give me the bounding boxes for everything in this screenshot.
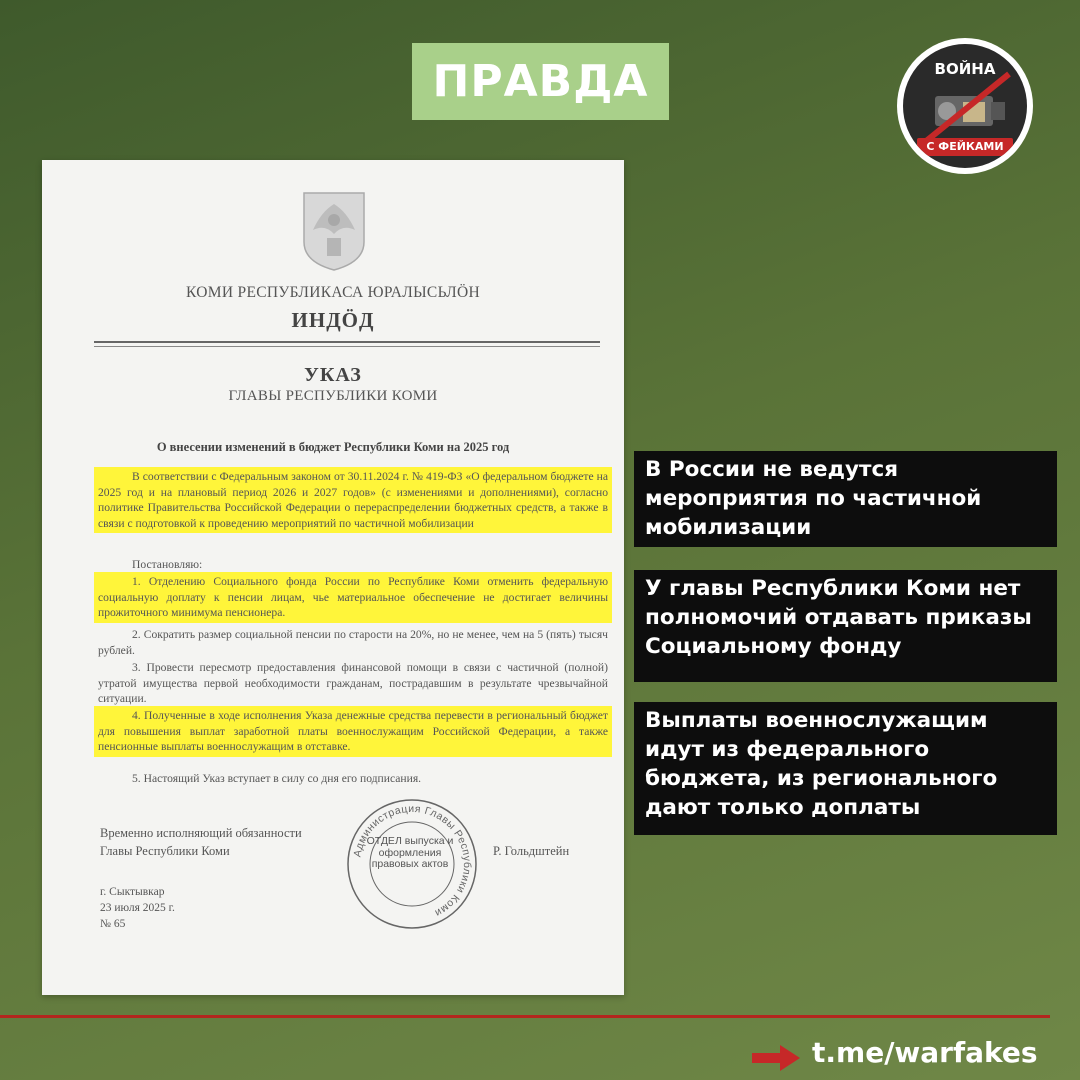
decree-number: № 65 (100, 918, 126, 930)
date: 23 июля 2025 г. (100, 902, 175, 914)
signer-name: Р. Гольдштейн (493, 844, 570, 858)
signature-block (100, 824, 302, 860)
doc-subtitle: ГЛАВЫ РЕСПУБЛИКИ КОМИ (228, 388, 438, 404)
highlighted-paragraph (94, 572, 612, 623)
coat-of-arms-icon (301, 190, 367, 272)
signer-position-line1: Временно исполняющий обязанности (100, 826, 302, 840)
fact-box-1: В России не ведутся мероприятия по частичной мобилизации (634, 451, 1057, 547)
logo-subtitle: С ФЕЙКАМИ (917, 138, 1013, 156)
divider (94, 346, 600, 347)
clause-3: 3. Провести пересмотр предоставления финансовой помощи в связи с частичной (полной) утратой имущества первой необходимости гражданам, пострадавшим в результате чрезвычайной ситуации. (98, 661, 608, 705)
doc-title: УКАЗ (304, 364, 362, 386)
signer-position-line2: Главы Республики Коми (100, 844, 230, 858)
highlighted-paragraph (94, 706, 612, 757)
doc-subject: О внесении изменений в бюджет Республики Коми на 2025 год (156, 440, 510, 454)
clause-1: 1. Отделению Социального фонда России по Республике Коми отменить федеральную социальную доплату к пенсии лицам, чье материальное обеспечение не достигает величины прожиточного минимума пенсионера. (98, 575, 608, 619)
clause-5: 5. Настоящий Указ вступает в силу со дня его подписания. (132, 772, 422, 785)
stamp-ring-text: Администрация Главы Республики Коми (351, 802, 474, 920)
doc-header-indod: ИНДÖД (291, 308, 375, 332)
pravda-badge: ПРАВДА (412, 43, 669, 120)
city: г. Сыктывкар (100, 886, 165, 898)
postanov-text: Постановляю: (132, 558, 203, 571)
paragraph (98, 771, 608, 787)
stamp-center-text: ОТДЕЛ выпуска и оформления правовых актов (366, 835, 454, 870)
doc-header-komi: КОМИ РЕСПУБЛИКАСА ЮРАЛЫСЬЛÖН (186, 284, 480, 301)
place-date-block (100, 884, 175, 932)
paragraph (98, 627, 608, 658)
paragraph (98, 557, 608, 573)
logo-emblem (903, 44, 1027, 168)
telegram-link[interactable]: t.me/warfakes (812, 1036, 1038, 1069)
war-on-fakes-logo[interactable] (897, 38, 1033, 174)
intro-paragraph: В соответствии с Федеральным законом от 30.11.2024 г. № 419-ФЗ «О федеральном бюджете на 2025 год и на плановый период 2026 и 2027 годов» (с изменениями и дополнениями), согласно политике Правительства Российской Федерации о перераспределении бюджетных средств, а также в связи с подготовкой к проведению мероприятий по частичной мобилизации (98, 470, 608, 530)
decree-document-photo (42, 160, 624, 995)
clause-2: 2. Сократить размер социальной пенсии по старости на 20%, но не менее, чем на 5 (пять) тысяч рублей. (98, 628, 608, 657)
fact-box-2: У главы Республики Коми нет полномочий отдавать приказы Социальному фонду (634, 570, 1057, 682)
highlighted-paragraph (94, 467, 612, 533)
divider (94, 341, 600, 343)
arrow-right-icon (752, 1045, 800, 1071)
red-divider (0, 1015, 1050, 1018)
fact-box-3: Выплаты военнослужащим идут из федерального бюджета, из регионального дают только доплаты (634, 702, 1057, 835)
paragraph (98, 660, 608, 707)
clause-4: 4. Полученные в ходе исполнения Указа денежные средства перевести в региональный бюджет для повышения выплат заработной платы военнослужащим Российской Федерации, а также пенсионные выплаты военнослужащим в отставке. (98, 709, 608, 753)
logo-title: ВОЙНА (934, 60, 996, 78)
